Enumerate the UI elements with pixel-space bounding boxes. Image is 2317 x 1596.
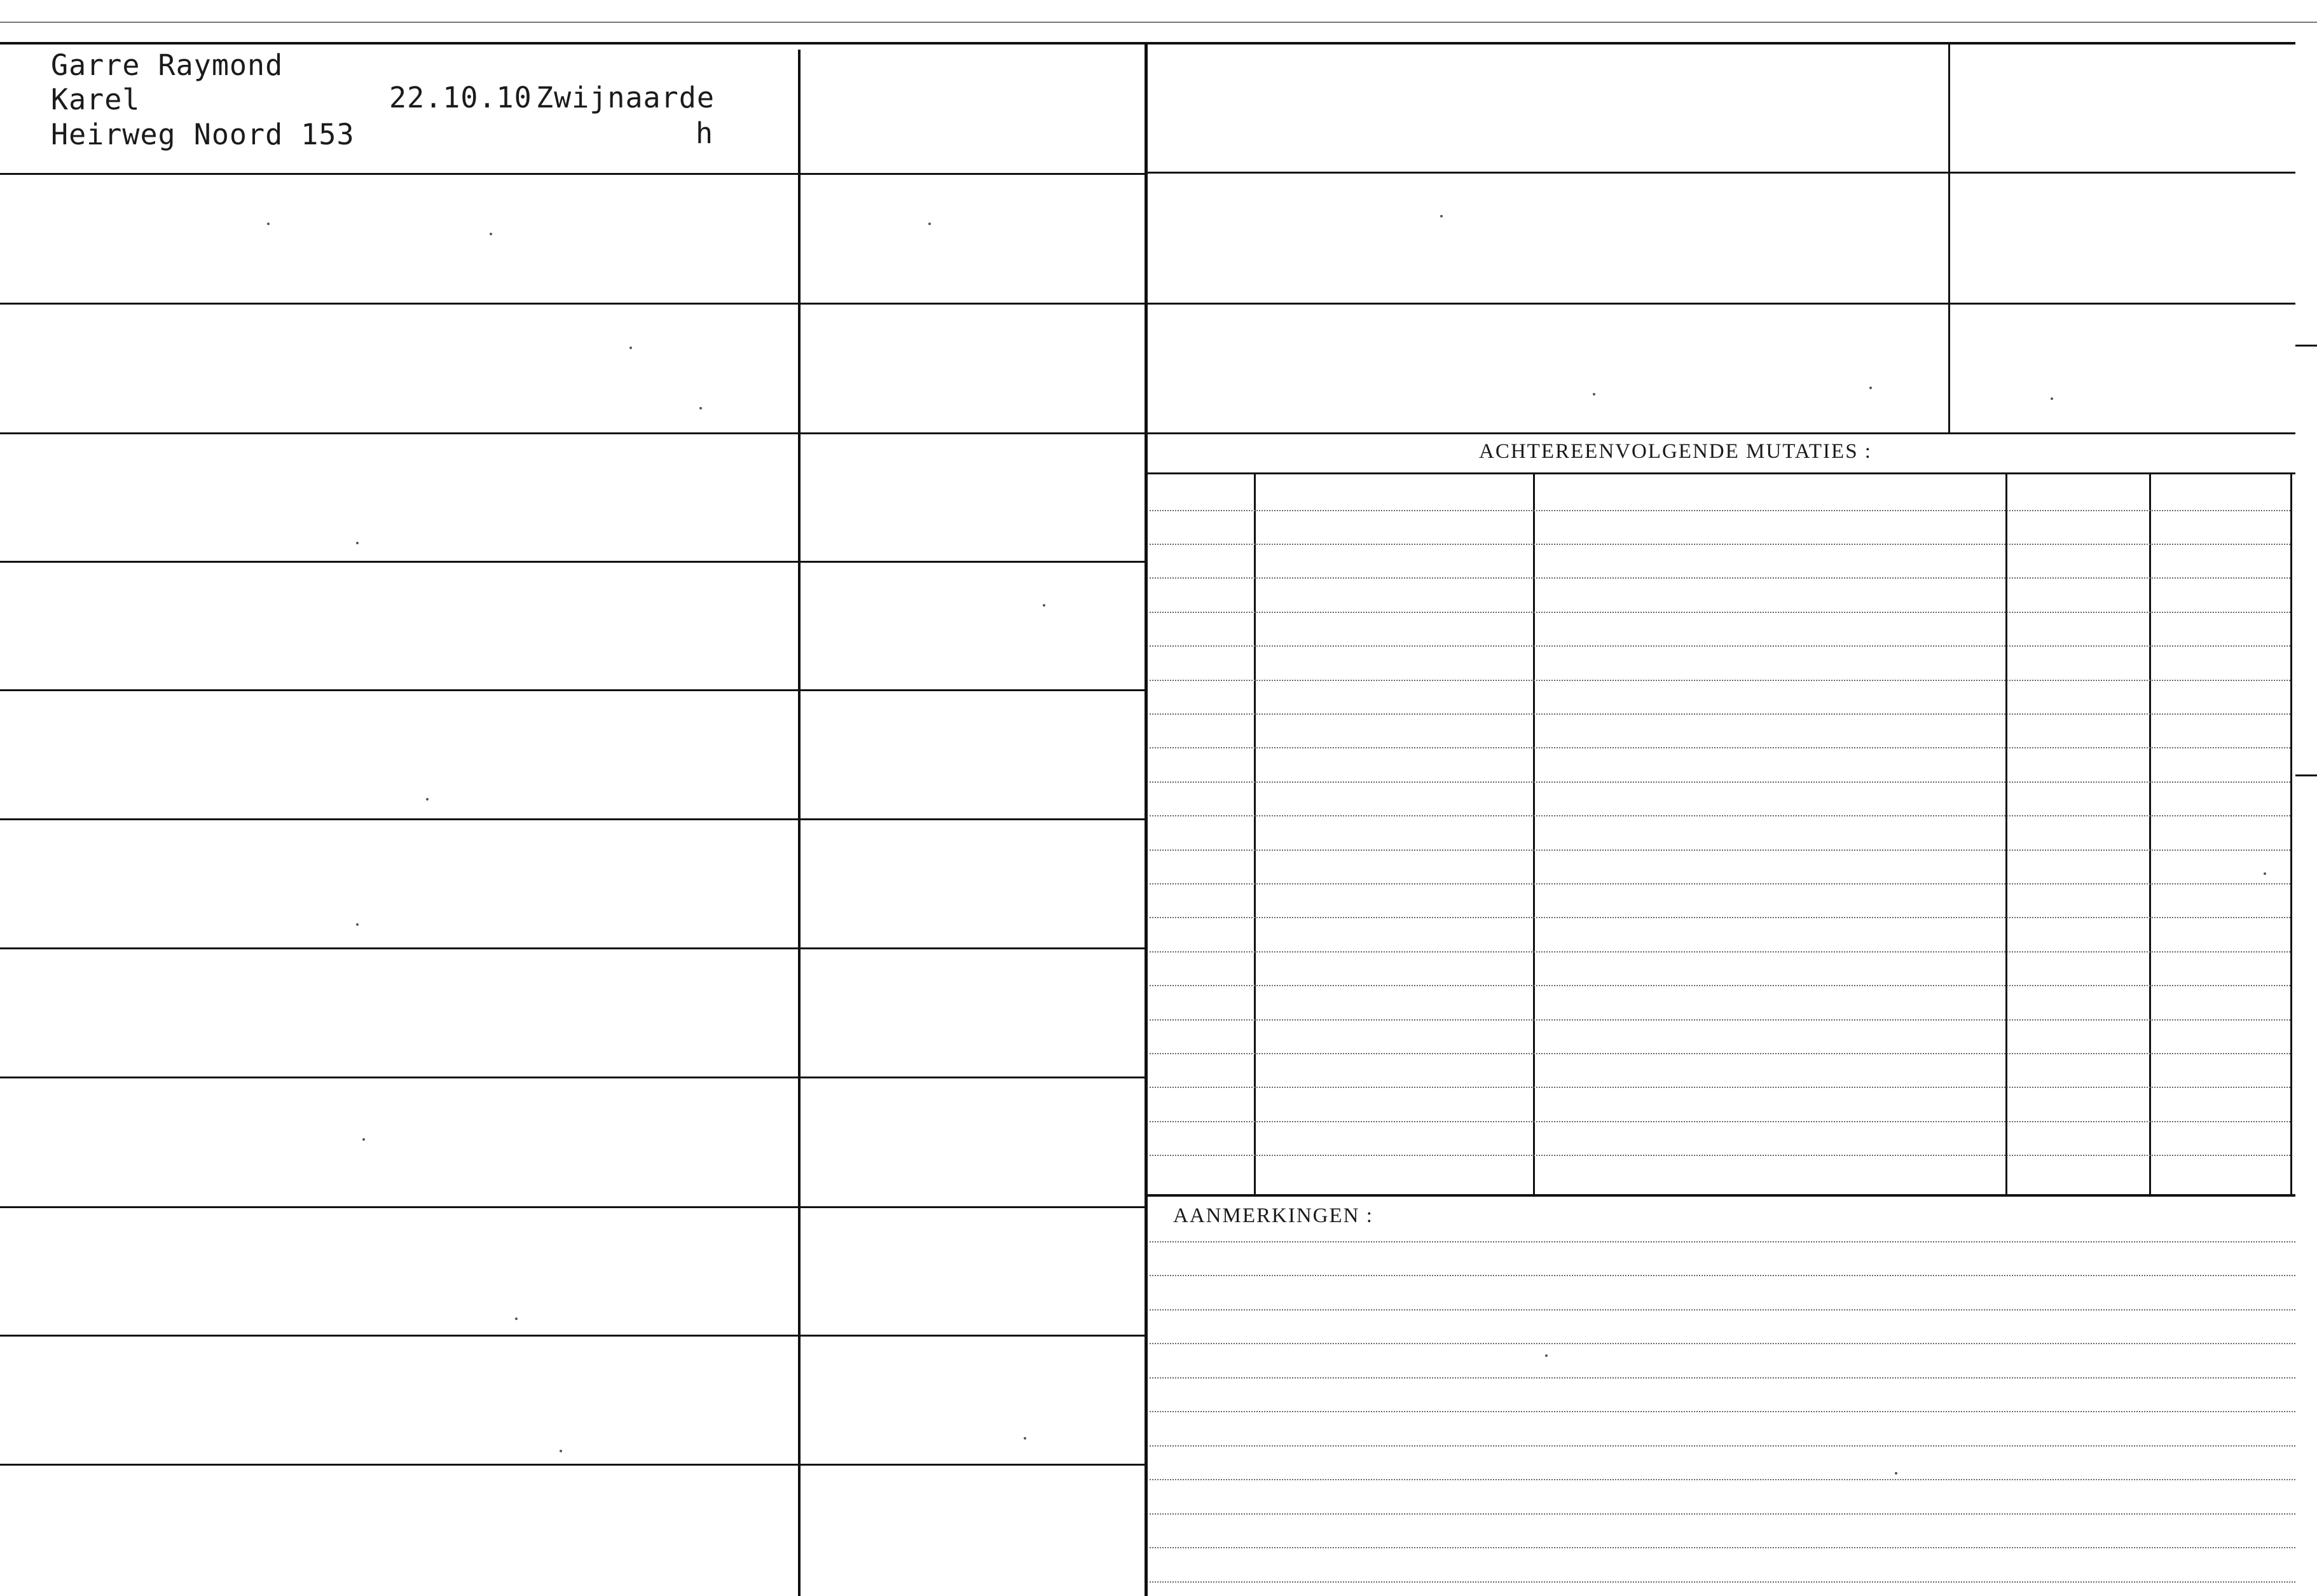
row-line — [0, 689, 1145, 691]
scan-speck — [629, 347, 632, 349]
top-border — [0, 42, 2295, 45]
row-line — [0, 1464, 1145, 1466]
edge-tick — [2295, 345, 2317, 347]
remarks-ruled-line — [1150, 1275, 2295, 1276]
remarks-ruled-line — [1150, 1513, 2295, 1515]
top-edge-faint — [0, 22, 2317, 23]
remarks-ruled-line — [1150, 1309, 2295, 1311]
mutations-ruled-line — [1150, 680, 2290, 681]
middle-column-divider — [1145, 45, 1148, 1596]
remarks-ruled-line — [1150, 1547, 2295, 1548]
remarks-ruled-line — [1150, 1445, 2295, 1447]
left-column-divider — [798, 50, 801, 1596]
mutations-heading: ACHTEREENVOLGENDE MUTATIES : — [1479, 440, 1872, 463]
scan-speck — [1895, 1472, 1897, 1475]
mutations-ruled-line — [1150, 510, 2290, 511]
name-line-1: Garre Raymond — [51, 48, 284, 82]
marker-letter: h — [696, 116, 714, 150]
row-line — [0, 818, 1145, 820]
mutations-table-top — [1148, 472, 2295, 474]
scan-speck — [1593, 393, 1595, 396]
scan-speck — [356, 923, 359, 926]
scan-speck — [2264, 872, 2266, 875]
name-line-2: Karel — [51, 83, 141, 116]
scan-speck — [267, 223, 270, 225]
scan-speck — [1043, 604, 1045, 607]
mutations-ruled-line — [1150, 883, 2290, 884]
mutations-ruled-line — [1150, 781, 2290, 783]
remarks-ruled-line — [1150, 1241, 2295, 1242]
remarks-ruled-line — [1150, 1411, 2295, 1412]
scan-speck — [1869, 387, 1872, 389]
row-line — [0, 432, 1145, 434]
mutations-ruled-line — [1150, 713, 2290, 715]
scan-speck — [1440, 215, 1443, 217]
mutations-ruled-line — [1150, 917, 2290, 918]
scan-speck — [1545, 1354, 1548, 1357]
mutations-ruled-line — [1150, 612, 2290, 613]
remarks-heading: AANMERKINGEN : — [1173, 1204, 1373, 1227]
row-line — [0, 947, 1145, 949]
remarks-ruled-line — [1150, 1343, 2295, 1344]
right-row-line — [1148, 432, 2295, 434]
mutations-ruled-line — [1150, 645, 2290, 647]
upper-right-divider — [1948, 45, 1950, 432]
scan-speck — [2051, 397, 2053, 400]
mutations-table-bottom — [1148, 1194, 2295, 1197]
scan-speck — [1024, 1437, 1026, 1440]
remarks-ruled-line — [1150, 1479, 2295, 1480]
mutations-ruled-line — [1150, 544, 2290, 545]
scan-speck — [426, 798, 429, 801]
scan-speck — [928, 223, 931, 225]
mutations-ruled-line — [1150, 850, 2290, 851]
remarks-ruled-line — [1150, 1581, 2295, 1583]
row-line — [0, 1077, 1145, 1078]
mutations-ruled-line — [1150, 1019, 2290, 1021]
scan-speck — [490, 233, 492, 235]
edge-tick — [2295, 774, 2317, 776]
remarks-ruled-line — [1150, 1377, 2295, 1379]
mutations-ruled-line — [1150, 815, 2290, 816]
mutations-ruled-line — [1150, 985, 2290, 986]
mutations-ruled-line — [1150, 1087, 2290, 1088]
mutations-right-border — [2290, 474, 2292, 1195]
right-row-line — [1148, 172, 2295, 174]
address-line: Heirweg Noord 153 — [51, 118, 355, 151]
scan-speck — [699, 407, 702, 409]
row-line — [0, 173, 1145, 175]
mutations-ruled-line — [1150, 951, 2290, 953]
mutations-ruled-line — [1150, 577, 2290, 579]
row-line — [0, 1206, 1145, 1208]
scan-speck — [515, 1317, 518, 1320]
scan-speck — [560, 1450, 562, 1452]
birth-date: 22.10.10 — [389, 81, 532, 114]
mutations-ruled-line — [1150, 1053, 2290, 1054]
row-line — [0, 303, 1145, 305]
scan-speck — [356, 542, 359, 544]
scan-speck — [362, 1138, 365, 1141]
row-line — [0, 1335, 1145, 1337]
mutations-ruled-line — [1150, 747, 2290, 748]
mutations-ruled-line — [1150, 1155, 2290, 1156]
mutations-ruled-line — [1150, 1121, 2290, 1122]
row-line — [0, 561, 1145, 563]
birth-place: Zwijnaarde — [536, 81, 715, 114]
right-row-line — [1148, 303, 2295, 305]
